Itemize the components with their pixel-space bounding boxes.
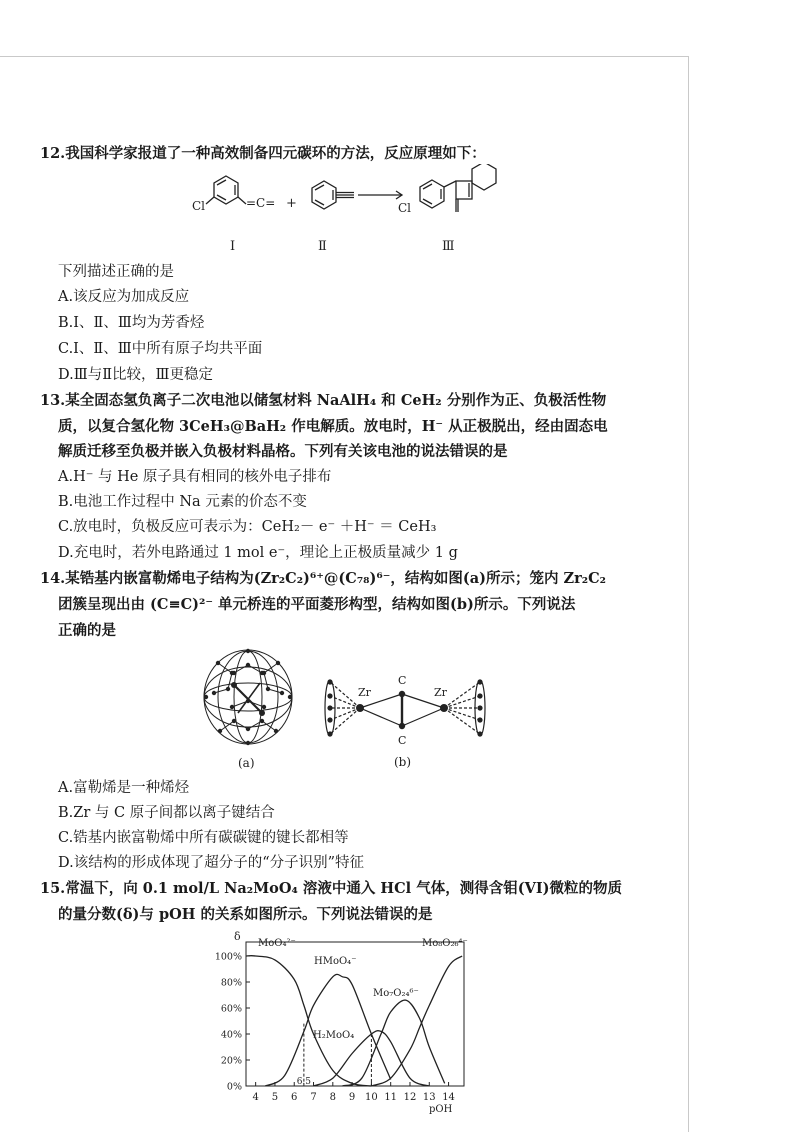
q12-stem: 12.我国科学家报道了一种高效制备四元碳环的方法，反应原理如下： [40,145,486,162]
fig-b-label: (b) [394,755,412,769]
chart-ticks [215,952,455,1104]
q14-option-c: C.锆基内嵌富勒烯中所有碳碳键的键长都相等 [58,830,349,846]
x-tick-label: 11 [384,1092,398,1103]
y-tick-label: 0% [226,1081,242,1093]
x-tick-label: 9 [348,1092,356,1103]
x-tick-label: 8 [329,1092,337,1103]
x-tick-label: 14 [442,1092,455,1103]
y-tick-label: 80% [220,977,242,989]
plus-sign: + [286,196,297,211]
q14-option-b: B.Zr 与 C 原子间都以离子键结合 [58,805,275,821]
x-tick-label: 6 [291,1092,298,1103]
q14-option-d: D.该结构的形成体现了超分子的“分子识别”特征 [58,855,365,871]
y-tick-label: 60% [220,1003,242,1015]
y-axis-label: δ [234,930,241,943]
chart-curves [246,956,462,1086]
q13-stem-line-1: 13.某全固态氢负离子二次电池以储氢材料 NaAlH₄ 和 CeH₂ 分别作为正、负极活性物 [40,392,607,409]
q13-stem-line-2: 质，以复合氢化物 3CeH₃@BaH₂ 作电解质。放电时，H⁻ 从正极脱出，经由固态电 [58,418,608,435]
cl-label-1: Cl [192,199,206,213]
zr2c2-cluster-figure [318,668,494,772]
q14-option-a: A.富勒烯是一种烯烃 [58,780,190,796]
series-curve-3 [343,1000,445,1086]
molecule-3 [420,164,496,212]
x-tick-label: 5 [271,1092,279,1103]
q15-stem-line-2: 的量分数(δ)与 pOH 的关系如图所示。下列说法错误的是 [58,906,433,923]
c-label-top: C [398,674,407,687]
q12-option-b: B.Ⅰ、Ⅱ、Ⅲ均为芳香烃 [58,315,205,331]
c-label-bottom: C [398,734,407,747]
q12-option-d: D.Ⅲ与Ⅱ比较，Ⅲ更稳定 [58,367,214,383]
molecule-2 [312,181,354,209]
speciation-chart [210,928,500,1126]
y-tick-label: 100% [214,951,242,963]
x-tick-label: 13 [422,1092,436,1103]
marker-label: 6.5 [296,1077,312,1087]
molecule-1 [206,176,246,204]
zr-label-right: Zr [434,686,447,699]
q13-option-b: B.电池工作过程中 Na 元素的价态不变 [58,494,307,510]
x-tick-label: 10 [365,1092,378,1103]
label-hmoo4: HMoO₄⁻ [314,956,357,967]
cl-label-3: Cl [398,201,412,215]
label-compound-3: Ⅲ [442,239,455,254]
label-moo4: MoO₄²⁻ [258,938,296,949]
q13-option-c: C.放电时，负极反应可表示为：CeH₂－ e⁻ ＋H⁻ ＝ CeH₃ [58,519,437,535]
fullerene-cage-figure [198,643,298,771]
q12-option-c: C.Ⅰ、Ⅱ、Ⅲ中所有原子均共平面 [58,341,263,357]
y-tick-label: 40% [220,1029,242,1041]
y-tick-label: 20% [220,1055,242,1067]
fig-a-label: (a) [238,756,255,770]
label-mo8o26: Mo₈O₂₆⁴⁻ [422,938,468,949]
allene-label: =C= [246,196,276,210]
q15-stem-line-1: 15.常温下，向 0.1 mol/L Na₂MoO₄ 溶液中通入 HCl 气体，测得含钼(VI)微粒的物质 [40,880,622,897]
x-tick-label: 7 [310,1092,317,1103]
q14-stem-line-2: 团簇呈现出由 (C≡C)²⁻ 单元桥连的平面菱形构型，结构如图(b)所示。下列说法 [58,596,576,613]
x-tick-label: 4 [252,1092,259,1103]
q13-option-d: D.充电时，若外电路通过 1 mol e⁻，理论上正极质量减少 1 g [58,545,458,561]
x-tick-label: 12 [403,1092,417,1103]
series-curve-0 [246,956,371,1086]
zr-label-left: Zr [358,686,371,699]
q12-option-a: A.该反应为加成反应 [58,289,190,305]
q12-reaction-scheme [180,164,540,256]
q12-prompt: 下列描述正确的是 [58,264,174,280]
q14-stem-line-3: 正确的是 [58,622,116,639]
q13-option-a: A.H⁻ 与 He 原子具有相同的核外电子排布 [58,469,332,485]
label-h2moo4: H₂MoO₄ [313,1030,355,1041]
label-compound-2: Ⅱ [318,239,327,254]
q14-stem-line-1: 14.某锆基内嵌富勒烯电子结构为(Zr₂C₂)⁶⁺@(C₇₈)⁶⁻，结构如图(a)所示；笼内 Zr₂C₂ [40,570,607,587]
label-mo7o24: Mo₇O₂₄⁶⁻ [373,988,419,999]
q13-stem-line-3: 解质迁移至负极并嵌入负极材料晶格。下列有关该电池的说法错误的是 [58,443,508,460]
x-axis-label: pOH [429,1104,453,1115]
label-compound-1: Ⅰ [230,239,236,254]
reaction-arrow [358,191,402,199]
